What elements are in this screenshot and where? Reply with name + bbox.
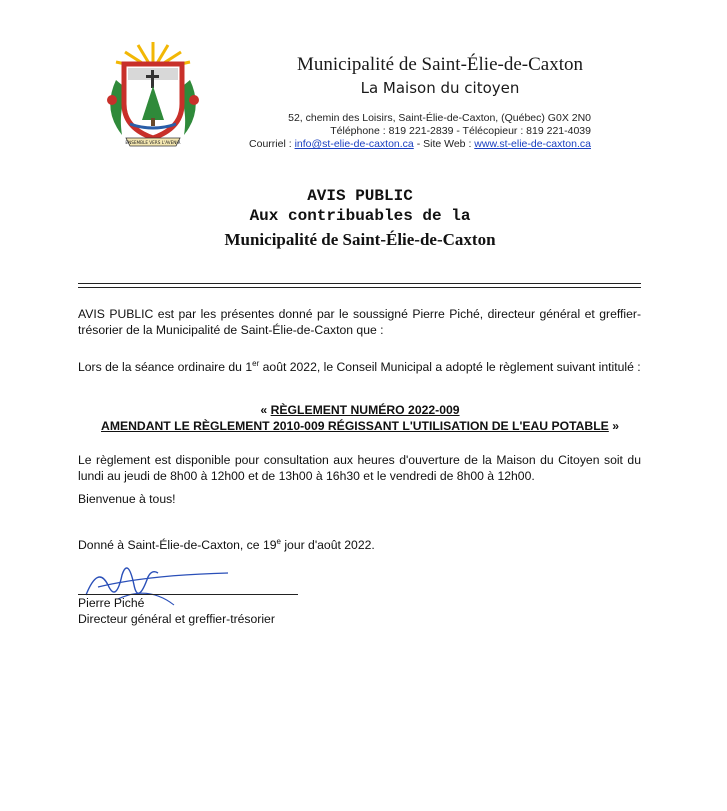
- given-superscript: e: [276, 536, 281, 546]
- notice-municipality: Municipalité de Saint-Élie-de-Caxton: [224, 230, 496, 249]
- signatory-name: Pierre Piché: [78, 596, 145, 610]
- phone-line: Téléphone : 819 221-2839 - Télécopieur : 819 221-4039: [330, 125, 591, 137]
- regulation-close-quote: »: [608, 419, 619, 433]
- session-text-start: Lors de la séance ordinaire du 1: [78, 360, 253, 374]
- email-label: Courriel :: [249, 138, 295, 150]
- welcome-text: Bienvenue à tous!: [78, 492, 176, 506]
- address-line: 52, chemin des Loisirs, Saint-Élie-de-Caxton, (Québec) G0X 2N0: [288, 112, 591, 124]
- divider-bottom: [78, 287, 641, 288]
- email-link[interactable]: info@st-elie-de-caxton.ca: [294, 138, 414, 150]
- signature-line: [78, 594, 298, 595]
- regulation-subject: AMENDANT LE RÈGLEMENT 2010-009 RÉGISSANT L'UTILISATION DE L'EAU POTABLE: [101, 419, 609, 433]
- web-label: - Site Web :: [413, 138, 475, 150]
- municipality-name: Municipalité de Saint-Élie-de-Caxton: [297, 54, 583, 75]
- session-paragraph: [78, 359, 641, 375]
- logo-motto: ENSEMBLE VERS L'AVENIR: [125, 140, 181, 145]
- given-date-text: [78, 537, 641, 553]
- consultation-paragraph: Le règlement est disponible pour consultation aux heures d'ouverture de la Maison du Citoyen soit du lundi au jeudi de 8h00 à 12h00 et de 13h00 à 16h30 et le vendredi de 8h00 à 12h00.: [78, 453, 641, 483]
- website-link[interactable]: www.st-elie-de-caxton.ca: [474, 138, 591, 150]
- session-text-end: août 2022, le Conseil Municipal a adopté le règlement suivant intitulé :: [259, 360, 641, 374]
- regulation-number: RÈGLEMENT NUMÉRO 2022-009: [270, 403, 460, 417]
- notice-subtitle: Aux contribuables de la: [249, 207, 471, 225]
- signatory-title: Directeur général et greffier-trésorier: [78, 612, 275, 626]
- divider-top: [78, 283, 641, 284]
- regulation-open-quote: «: [260, 403, 271, 417]
- regulation-title-line1: [0, 403, 720, 417]
- given-text-start: Donné à Saint-Élie-de-Caxton, ce 19: [78, 538, 277, 552]
- intro-paragraph: AVIS PUBLIC est par les présentes donné par le soussigné Pierre Piché, directeur général et greffier-trésorier de la Municipalité de Saint-Élie-de-Caxton que :: [78, 307, 641, 337]
- tagline: La Maison du citoyen: [360, 79, 520, 97]
- municipal-coat-of-arms-logo: [98, 40, 208, 150]
- regulation-title-line2: [0, 419, 720, 433]
- session-superscript: er: [252, 358, 260, 368]
- notice-title: AVIS PUBLIC: [307, 187, 413, 205]
- given-text-end: jour d'août 2022.: [280, 538, 375, 552]
- contact-line: [249, 138, 591, 150]
